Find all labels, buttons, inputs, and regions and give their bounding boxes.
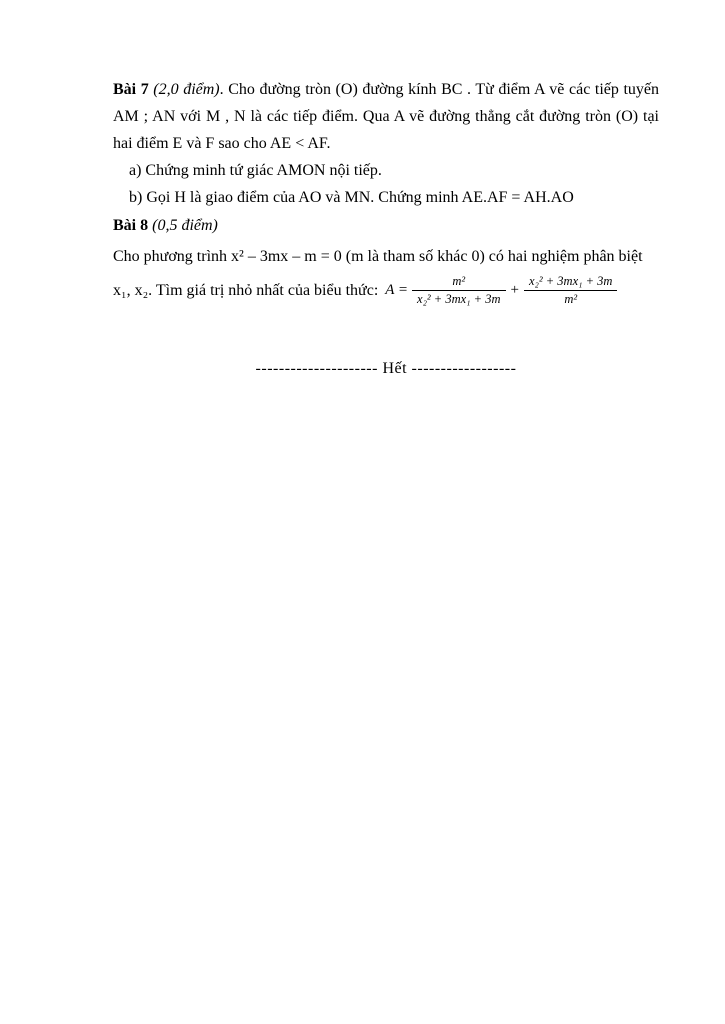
bai8-formula-line bbox=[113, 274, 659, 307]
formula-lhs: A = bbox=[385, 282, 409, 298]
fraction-1-numerator: m² bbox=[452, 274, 466, 288]
bai8-body-text: Cho phương trình x² – 3mx – m = 0 (m là tham số khác 0) có hai nghiệm phân biệt bbox=[113, 248, 643, 265]
bai7-points: (2,0 điểm) bbox=[153, 81, 220, 98]
fraction-2-numerator: x₂² + 3mx₁ + 3m bbox=[528, 274, 613, 288]
bai8-heading bbox=[113, 212, 659, 239]
bai8-label: Bài 8 bbox=[113, 217, 149, 234]
bai7-label: Bài 7 bbox=[113, 81, 149, 98]
bai8-formula-lead: x₁, x₂. Tìm giá trị nhỏ nhất của biểu thức: bbox=[113, 282, 379, 299]
fraction-1-denominator: x₂² + 3mx₁ + 3m bbox=[412, 290, 505, 307]
formula-fraction-1 bbox=[412, 274, 505, 307]
end-marker: --------------------- Hết ------------------ bbox=[255, 360, 517, 377]
bai8-points: (0,5 điểm) bbox=[152, 217, 218, 234]
formula-plus-operator: + bbox=[510, 282, 519, 298]
document-content bbox=[113, 76, 659, 382]
bai8-formula bbox=[385, 274, 617, 307]
bai7-item-b: b) Gọi H là giao điểm của AO và MN. Chứng minh AE.AF = AH.AO bbox=[129, 189, 574, 206]
bai7-item-a: a) Chứng minh tứ giác AMON nội tiếp. bbox=[129, 162, 382, 179]
bai7-intro-paragraph bbox=[113, 76, 659, 157]
bai7-intro-text: . Cho đường tròn (O) đường kính BC . Từ điểm A vẽ các tiếp tuyến AM ; AN với M , N là các tiếp điểm. Qua A vẽ đường thẳng cắt đường tròn (O) tại hai điểm E và F sao cho AE < AF. bbox=[113, 81, 659, 152]
formula-fraction-2 bbox=[524, 274, 617, 307]
fraction-2-denominator: m² bbox=[524, 290, 617, 307]
